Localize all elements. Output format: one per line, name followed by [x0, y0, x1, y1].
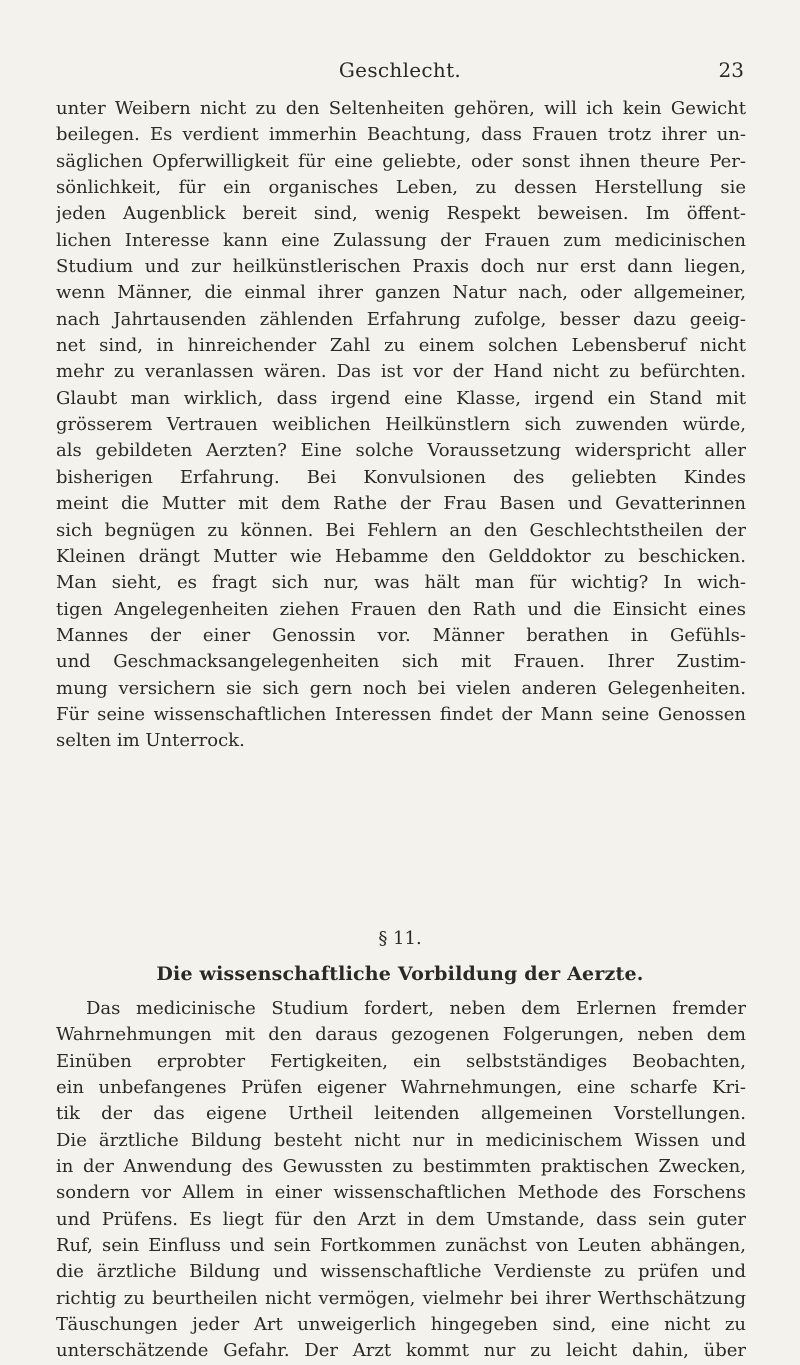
text-line: bisherigen Erfahrung. Bei Konvulsionen des geliebten Kindes [56, 466, 746, 488]
text-line: Glaubt man wirklich, dass irgend eine Klasse, irgend ein Stand mit [56, 387, 746, 409]
text-line: richtig zu beurtheilen nicht vermögen, vielmehr bei ihrer Werthschätzung [56, 1287, 746, 1309]
text-line: wenn Männer, die einmal ihrer ganzen Natur nach, oder allgemeiner, [56, 282, 746, 304]
paragraph-1 [56, 96, 746, 755]
text-line: sönlichkeit, für ein organisches Leben, zu dessen Herstellung sie [56, 177, 746, 199]
text-line: jeden Augenblick bereit sind, wenig Respekt beweisen. Im öffent- [56, 203, 746, 225]
text-line: Ruf, sein Einfluss und sein Fortkommen zunächst von Leuten abhängen, [56, 1235, 746, 1257]
text-line: tigen Angelegenheiten ziehen Frauen den Rath und die Einsicht eines [56, 598, 746, 620]
text-line: in der Anwendung des Gewussten zu bestimmten praktischen Zwecken, [56, 1156, 746, 1178]
text-line: Für seine wissenschaftlichen Interessen findet der Mann seine Genossen [56, 703, 746, 725]
text-line: säglichen Opferwilligkeit für eine geliebte, oder sonst ihnen theure Per- [56, 150, 746, 172]
page-number: 23 [718, 58, 744, 82]
text-line: unter Weibern nicht zu den Seltenheiten gehören, will ich kein Gewicht [56, 98, 746, 119]
text-line: nach Jahrtausenden zählenden Erfahrung zufolge, besser dazu geeig- [56, 308, 746, 330]
text-line: mung versichern sie sich gern noch bei vielen anderen Gelegenheiten. [56, 677, 746, 699]
text-line: die ärztliche Bildung und wissenschaftliche Verdienste zu prüfen und [56, 1261, 746, 1283]
section-heading: Die wissenschaftliche Vorbildung der Aerzte. [156, 963, 644, 985]
paragraph-2 [56, 996, 746, 1365]
text-line: Studium und zur heilkünstlerischen Praxis doch nur erst dann liegen, [56, 256, 746, 278]
text-line: und Prüfens. Es liegt für den Arzt in dem Umstande, dass sein guter [56, 1208, 746, 1230]
text-line: Täuschungen jeder Art unweigerlich hingegeben sind, eine nicht zu [56, 1314, 746, 1336]
section-number: § 11. [378, 928, 422, 949]
text-line: grösserem Vertrauen weiblichen Heilkünstlern sich zuwenden würde, [56, 414, 746, 436]
text-line: lichen Interesse kann eine Zulassung der Frauen zum medicinischen [56, 229, 746, 251]
text-line: net sind, in hinreichender Zahl zu einem solchen Lebensberuf nicht [56, 335, 746, 357]
text-line: meint die Mutter mit dem Rathe der Frau Basen und Gevatterinnen [56, 493, 746, 515]
text-line: Einüben erprobter Fertigkeiten, ein selbstständiges Beobachten, [56, 1050, 746, 1072]
text-line: Kleinen drängt Mutter wie Hebamme den Gelddoktor zu beschicken. [56, 545, 746, 567]
text-line: Wahrnehmungen mit den daraus gezogenen Folgerungen, neben dem [56, 1024, 746, 1046]
running-head-title: Geschlecht. [338, 58, 462, 82]
text-line: Man sieht, es fragt sich nur, was hält man für wichtig? In wich- [56, 572, 746, 594]
text-line: sondern vor Allem in einer wissenschaftlichen Methode des Forschens [56, 1182, 746, 1204]
text-line: Das medicinische Studium fordert, neben dem Erlernen fremder [86, 998, 746, 1019]
text-line: beilegen. Es verdient immerhin Beachtung, dass Frauen trotz ihrer un- [56, 124, 746, 146]
text-line: ein unbefangenes Prüfen eigener Wahrnehmungen, eine scharfe Kri- [56, 1077, 746, 1099]
text-line: als gebildeten Aerzten? Eine solche Voraussetzung widerspricht aller [56, 440, 746, 462]
text-line: mehr zu veranlassen wären. Das ist vor der Hand nicht zu befürchten. [56, 361, 746, 383]
text-line: Mannes der einer Genossin vor. Männer berathen in Gefühls- [56, 624, 746, 646]
text-line: sich begnügen zu können. Bei Fehlern an den Geschlechtstheilen der [56, 519, 746, 541]
text-line: und Geschmacksangelegenheiten sich mit Frauen. Ihrer Zustim- [56, 651, 746, 673]
text-line: unterschätzende Gefahr. Der Arzt kommt nur zu leicht dahin, über [56, 1340, 746, 1362]
text-line: tik der das eigene Urtheil leitenden allgemeinen Vorstellungen. [56, 1103, 746, 1125]
text-line: Die ärztliche Bildung besteht nicht nur in medicinischem Wissen und [56, 1129, 746, 1151]
text-line: selten im Unterrock. [56, 730, 245, 752]
